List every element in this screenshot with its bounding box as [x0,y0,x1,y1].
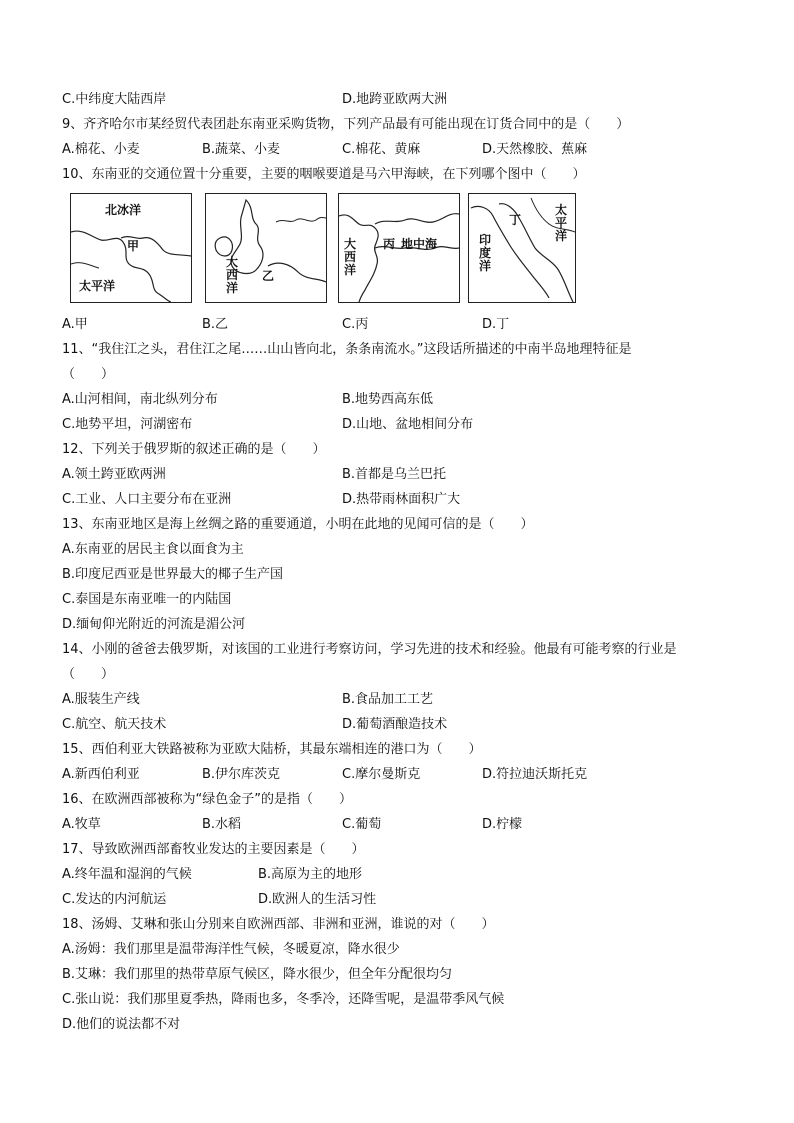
q18-option-a: A.汤姆：我们那里是温带海洋性气候，冬暖夏凉，降水很少 [62,942,400,957]
map-jia [70,193,192,303]
q18-stem: 18、汤姆、艾琳和张山分别来自欧洲西部、非洲和亚洲，谁说的对（ ） [62,917,495,932]
map-jia-ocean-top: 北冰洋 [105,203,142,217]
q9-option-b: B.蔬菜、小麦 [202,142,281,157]
q9-option-c: C.棉花、黄麻 [342,142,421,157]
q17-option-c: C.发达的内河航运 [62,892,167,907]
q18-option-d: D.他们的说法都不对 [62,1017,181,1032]
q15-stem: 15、西伯利亚大铁路被称为亚欧大陆桥，其最东端相连的港口为（ ） [62,742,482,757]
map-bing-outline [339,194,459,302]
map-bing-ocean: 大西洋 [344,237,357,277]
map-ding-mark: 丁 [509,213,522,227]
q8-option-c: C.中纬度大陆西岸 [62,92,167,107]
q17-stem: 17、导致欧洲西部畜牧业发达的主要因素是（ ） [62,842,365,857]
map-yi-mark: 乙 [262,269,275,283]
q11-option-d: D.山地、盆地相间分布 [342,417,474,432]
q15-option-b: B.伊尔库茨克 [202,767,281,782]
q15-option-d: D.符拉迪沃斯托克 [482,767,588,782]
q11-option-a: A.山河相间，南北纵列分布 [62,392,218,407]
q13-option-c: C.泰国是东南亚唯一的内陆国 [62,592,232,607]
q14-option-b: B.食品加工工艺 [342,692,434,707]
q16-stem: 16、在欧洲西部被称为“绿色金子”的是指（ ） [62,792,353,807]
map-yi-outline [206,194,326,302]
q18-option-c: C.张山说：我们那里夏季热，降雨也多，冬季冷，还降雪呢，是温带季风气候 [62,992,505,1007]
q13-option-d: D.缅甸仰光附近的河流是湄公河 [62,617,246,632]
q12-option-a: A.领土跨亚欧两洲 [62,467,166,482]
q17-option-a: A.终年温和湿润的气候 [62,867,192,882]
q14-stem: 14、小刚的爸爸去俄罗斯，对该国的工业进行考察访问，学习先进的技术和经验。他最有可能考察的行业是 [62,642,677,657]
q16-option-b: B.水稻 [202,817,242,832]
q11-option-b: B.地势西高东低 [342,392,434,407]
q10-stem: 10、东南亚的交通位置十分重要，主要的咽喉要道是马六甲海峡，在下列哪个图中（ ） [62,167,586,182]
q17-option-b: B.高原为主的地形 [258,867,363,882]
map-bing-sea: 地中海 [401,237,438,251]
q10-option-d: D.丁 [482,317,510,332]
q11-stem-cont: （ ） [62,367,115,382]
q11-option-c: C.地势平坦，河湖密布 [62,417,193,432]
map-yi-ocean: 大西洋 [226,255,239,295]
q14-option-a: A.服装生产线 [62,692,140,707]
q14-stem-cont: （ ） [62,667,115,682]
q14-option-c: C.航空、航天技术 [62,717,167,732]
map-ding [468,193,576,303]
q15-option-a: A.新西伯利亚 [62,767,140,782]
q12-stem: 12、下列关于俄罗斯的叙述正确的是（ ） [62,442,326,457]
q16-option-c: C.葡萄 [342,817,382,832]
q12-option-b: B.首都是乌兰巴托 [342,467,447,482]
q8-option-d: D.地跨亚欧两大洲 [342,92,448,107]
q14-option-d: D.葡萄酒酿造技术 [342,717,448,732]
q10-option-a: A.甲 [62,317,88,332]
map-ding-ocean-left: 印度洋 [479,233,492,273]
q13-option-a: A.东南亚的居民主食以面食为主 [62,542,244,557]
q9-option-d: D.天然橡胶、蕉麻 [482,142,588,157]
q12-option-d: D.热带雨林面积广大 [342,492,461,507]
q11-stem: 11、“我住江之头，君住江之尾……山山皆向北，条条南流水。”这段话所描述的中南半岛地理特征是 [62,342,632,357]
map-jia-mark: 甲 [127,239,140,253]
q16-option-d: D.柠檬 [482,817,523,832]
map-yi [205,193,327,303]
map-ding-ocean-right: 太平洋 [555,203,568,243]
q9-stem: 9、齐齐哈尔市某经贸代表团赴东南亚采购货物，下列产品最有可能出现在订货合同中的是（ ） [62,117,630,132]
q9-option-a: A.棉花、小麦 [62,142,140,157]
q18-option-b: B.艾琳：我们那里的热带草原气候区，降水很少，但全年分配很均匀 [62,967,453,982]
q17-option-d: D.欧洲人的生活习性 [258,892,377,907]
q13-option-b: B.印度尼西亚是世界最大的椰子生产国 [62,567,284,582]
map-jia-ocean-bottom: 太平洋 [79,279,116,293]
q10-option-c: C.丙 [342,317,369,332]
q12-option-c: C.工业、人口主要分布在亚洲 [62,492,232,507]
map-bing [338,193,460,303]
q13-stem: 13、东南亚地区是海上丝绸之路的重要通道，小明在此地的见闻可信的是（ ） [62,517,534,532]
q16-option-a: A.牧草 [62,817,101,832]
q15-option-c: C.摩尔曼斯克 [342,767,421,782]
map-bing-mark: 丙 [383,237,396,251]
q10-option-b: B.乙 [202,317,229,332]
